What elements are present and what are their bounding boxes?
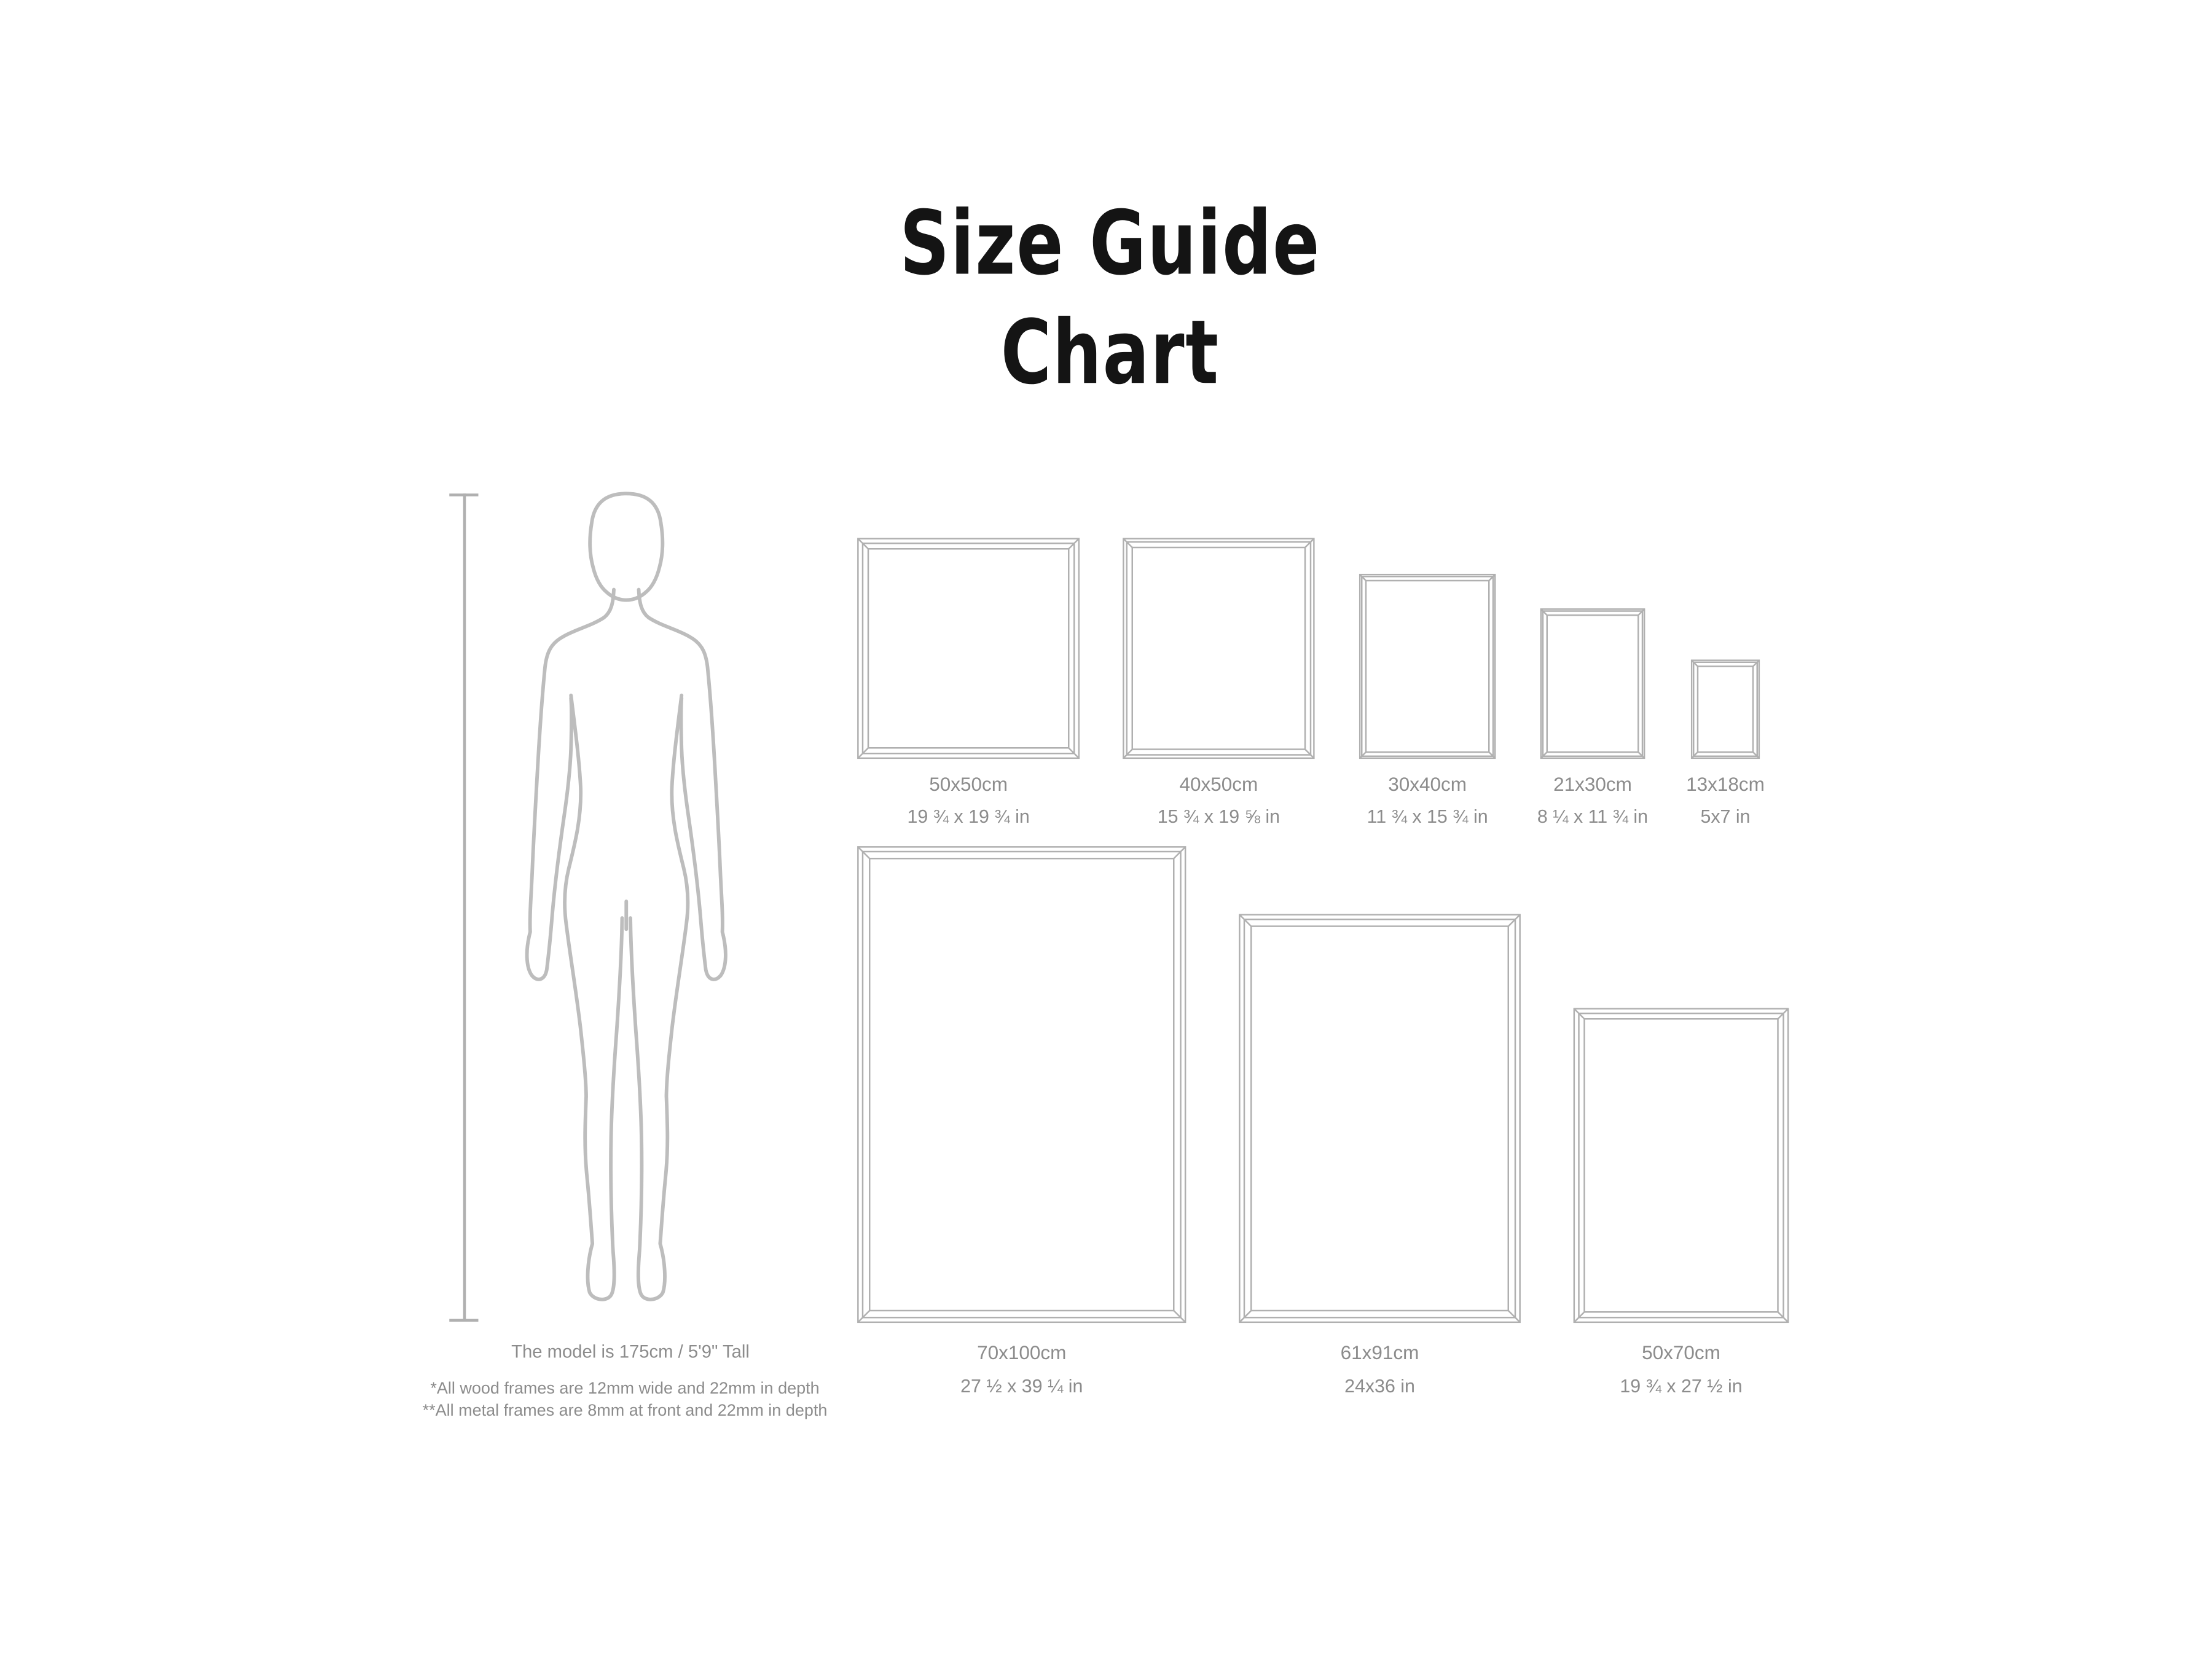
frame-40x50cm [1123, 538, 1315, 759]
frame-size-cm-label-61x91cm: 61x91cm [1340, 1341, 1419, 1363]
frame-size-in-label-30x40cm: 11 ¾ x 15 ¾ in [1367, 806, 1488, 827]
frame-footnotes [423, 1377, 828, 1421]
frame-50x70cm [1574, 1008, 1789, 1323]
frame-61x91cm [1239, 914, 1521, 1323]
frame-30x40cm [1359, 574, 1496, 759]
frame-size-in-label-13x18cm: 5x7 in [1700, 806, 1751, 827]
frame-size-cm-label-50x70cm: 50x70cm [1642, 1341, 1720, 1363]
frame-size-in-label-50x70cm: 19 ¾ x 27 ½ in [1620, 1375, 1743, 1397]
page-title-line-1: Size Guide [900, 194, 1321, 296]
wood-frame-footnote: *All wood frames are 12mm wide and 22mm in depth [430, 1378, 820, 1398]
frame-70x100cm [857, 846, 1186, 1323]
frame-size-cm-label-70x100cm: 70x100cm [977, 1341, 1067, 1363]
frame-size-cm-label-50x50cm: 50x50cm [929, 772, 1008, 795]
frame-size-in-label-21x30cm: 8 ¼ x 11 ¾ in [1537, 806, 1649, 827]
frame-size-cm-label-30x40cm: 30x40cm [1388, 772, 1467, 795]
page-title-line-2: Chart [1000, 302, 1220, 406]
frame-size-cm-label-13x18cm: 13x18cm [1686, 772, 1765, 795]
page-title [679, 191, 1542, 410]
frame-50x50cm [857, 538, 1080, 759]
frame-21x30cm [1540, 608, 1645, 759]
height-measure-line [463, 493, 465, 1319]
metal-frame-footnote: **All metal frames are 8mm at front and 22mm in depth [422, 1400, 828, 1420]
frame-size-in-label-61x91cm: 24x36 in [1344, 1375, 1415, 1397]
frame-size-cm-label-40x50cm: 40x50cm [1179, 772, 1258, 795]
frame-13x18cm [1691, 659, 1760, 759]
model-figure-outline [527, 493, 726, 1300]
model-height-caption: The model is 175cm / 5'9" Tall [511, 1341, 750, 1362]
frame-size-in-label-40x50cm: 15 ¾ x 19 ⅝ in [1157, 806, 1281, 827]
frame-size-in-label-70x100cm: 27 ½ x 39 ¼ in [960, 1375, 1083, 1397]
frame-size-cm-label-21x30cm: 21x30cm [1553, 772, 1632, 795]
measure-tick-bottom [449, 1319, 478, 1321]
frame-size-in-label-50x50cm: 19 ¾ x 19 ¾ in [907, 806, 1030, 827]
model-figure [509, 490, 744, 1325]
